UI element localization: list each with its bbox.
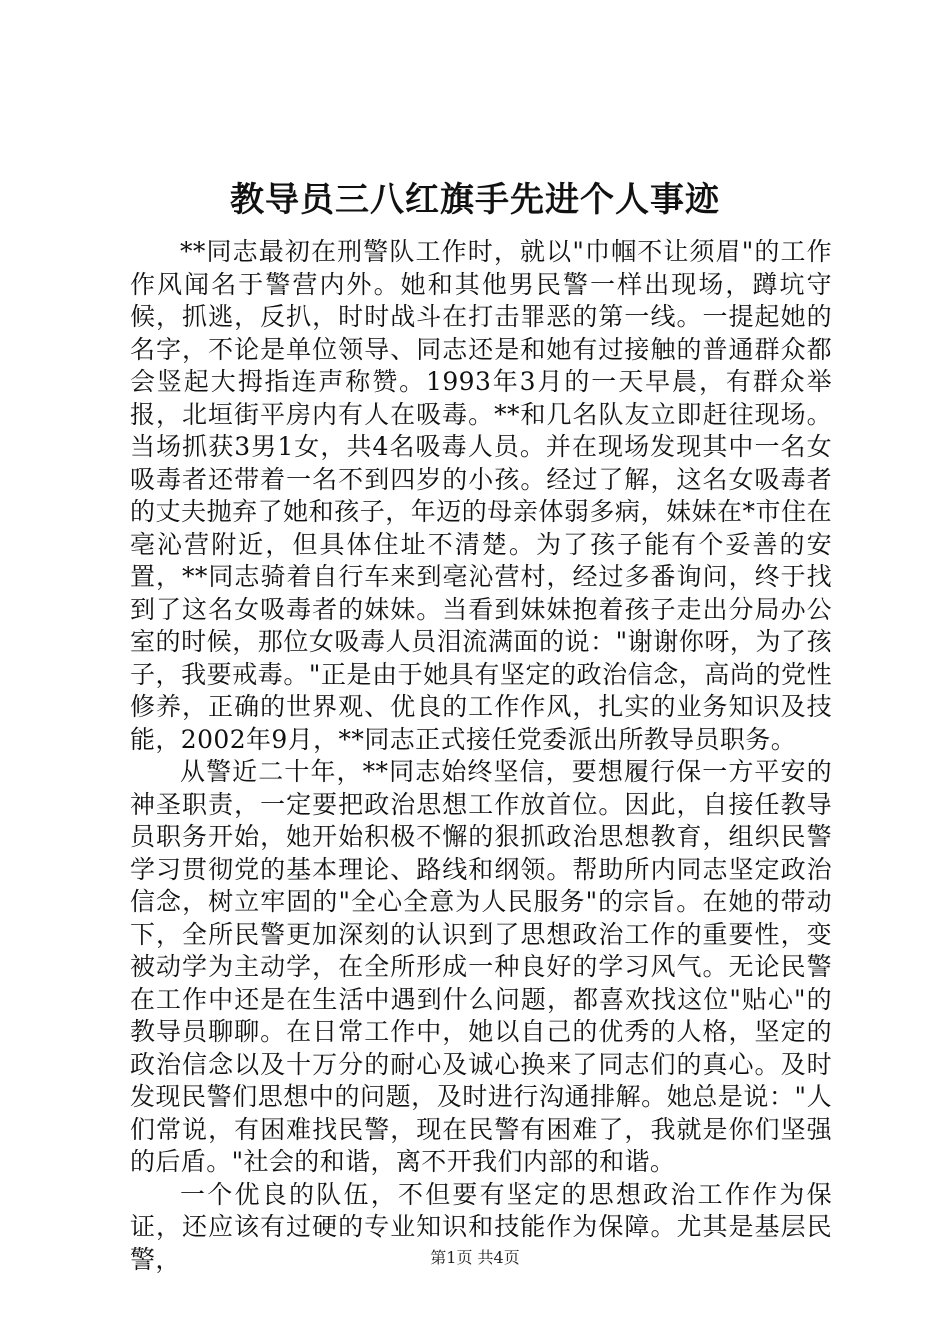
paragraph-3: 一个优良的队伍，不但要有坚定的思想政治工作作为保证，还应该有过硬的专业知识和技能作为保障。尤其是基层民警， <box>130 1179 832 1274</box>
page-number-footer: 第1页 共4页 <box>430 1248 520 1267</box>
paragraph-2: 从警近二十年，**同志始终坚信，要想履行保一方平安的神圣职责，一定要把政治思想工作放首位。因此，自接任教导员职务开始，她开始积极不懈的狠抓政治思想教育，组织民警学习贯彻党的基本理论、路线和纲领。帮助所内同志坚定政治信念，树立牢固的"全心全意为人民服务"的宗旨。在她的带动下，全所民警更加深刻的认识到了思想政治工作的重要性，变被动学为主动学，在全所形成一种良好的学习风气。无论民警在工作中还是在生活中遇到什么问题，都喜欢找这位"贴心"的教导员聊聊。在日常工作中，她以自己的优秀的人格，坚定的政治信念以及十万分的耐心及诚心换来了同志们的真心。及时发现民警们思想中的问题，及时进行沟通排解。她总是说："人们常说，有困难找民警，现在民警有困难了，我就是你们坚强的后盾。"社会的和谐，离不开我们内部的和谐。 <box>130 757 832 1176</box>
document-body <box>130 236 832 1276</box>
document-title: 教导员三八红旗手先进个人事迹 <box>230 180 720 220</box>
paragraph-1: **同志最初在刑警队工作时，就以"巾帼不让须眉"的工作作风闻名于警营内外。她和其他男民警一样出现场，蹲坑守候，抓逃，反扒，时时战斗在打击罪恶的第一线。一提起她的名字，不论是单位领导、同志还是和她有过接触的普通群众都会竖起大拇指连声称赞。1993年3月的一天早晨，有群众举报，北垣街平房内有人在吸毒。**和几名队友立即赶往现场。当场抓获3男1女，共4名吸毒人员。并在现场发现其中一名女吸毒者还带着一名不到四岁的小孩。经过了解，这名女吸毒者的丈夫抛弃了她和孩子，年迈的母亲体弱多病，妹妹在*市住在亳沁营附近，但具体住址不清楚。为了孩子能有个妥善的安置，**同志骑着自行车来到亳沁营村，经过多番询问，终于找到了这名女吸毒者的妹妹。当看到妹妹抱着孩子走出分局办公室的时候，那位女吸毒人员泪流满面的说："谢谢你呀，为了孩子，我要戒毒。"正是由于她具有坚定的政治信念，高尚的党性修养，正确的世界观、优良的工作作风，扎实的业务知识及技能，2002年9月，**同志正式接任党委派出所教导员职务。 <box>130 237 832 754</box>
